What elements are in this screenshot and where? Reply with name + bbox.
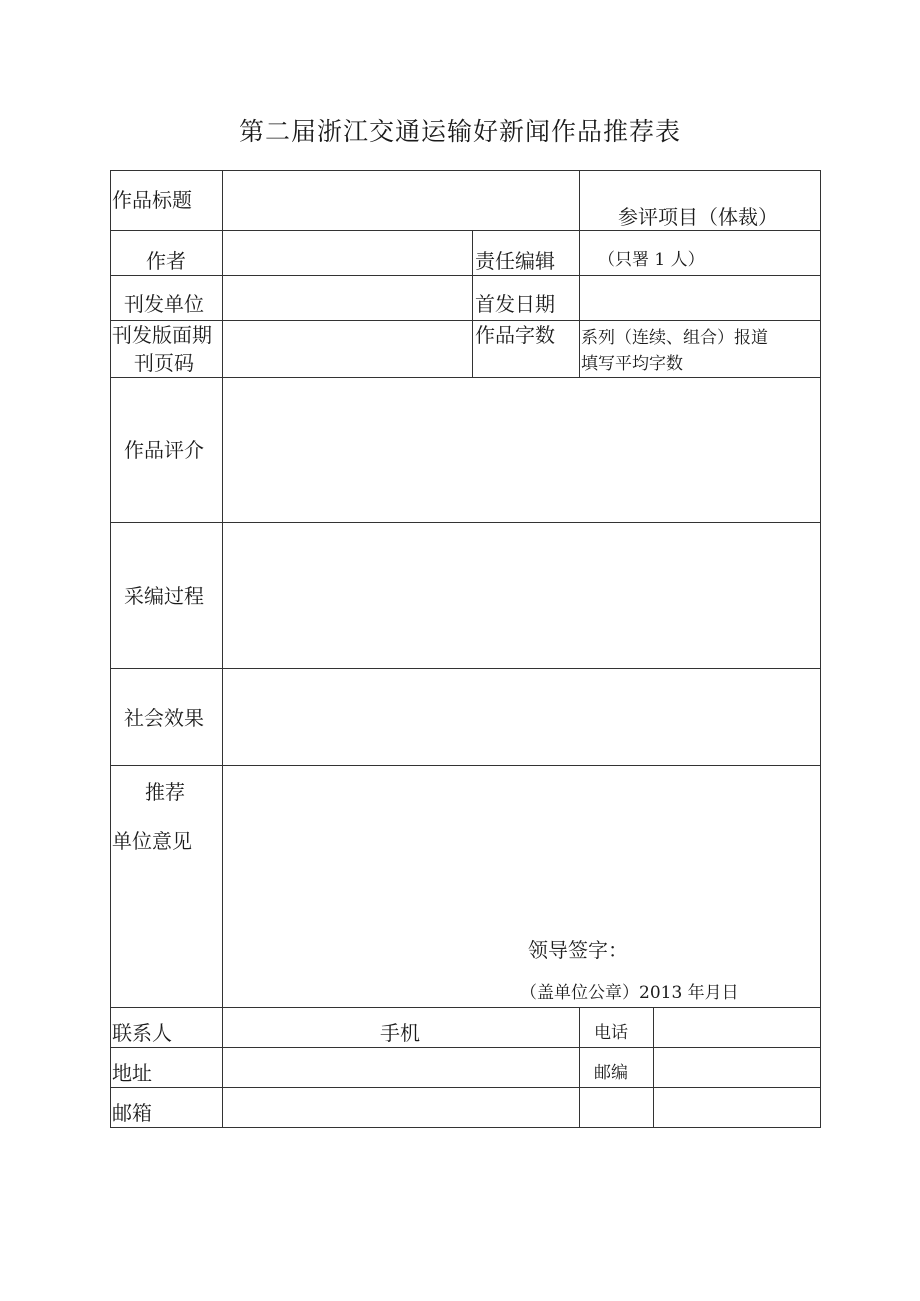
email-label: 邮箱 (112, 1101, 152, 1125)
layout-label-line2: 刊页码 (134, 351, 194, 375)
evaluation-field[interactable] (222, 377, 821, 523)
word-count-label: 作品字数 (475, 323, 555, 347)
process-label: 采编过程 (124, 584, 204, 608)
layout-label-line1: 刊发版面期 (112, 323, 212, 347)
recommend-label-line1: 推荐 (145, 780, 185, 804)
recommend-label-line2: 单位意见 (112, 829, 192, 853)
recommend-field[interactable] (222, 765, 821, 1008)
first-pub-date-label: 首发日期 (475, 292, 555, 316)
editor-note: （只署 1 人） (598, 250, 705, 270)
effect-label: 社会效果 (124, 706, 204, 730)
series-note-line1: 系列（连续、组合）报道 (581, 328, 768, 348)
address-field[interactable] (222, 1047, 580, 1088)
phone-label: 电话 (594, 1023, 628, 1043)
author-label: 作者 (146, 249, 186, 273)
author-field[interactable] (222, 230, 473, 276)
contact-label: 联系人 (112, 1021, 172, 1045)
email-field[interactable] (222, 1087, 580, 1128)
category-label: 参评项目（体裁） (618, 205, 778, 229)
address-label: 地址 (112, 1061, 152, 1085)
editor-label: 责任编辑 (475, 249, 555, 273)
publisher-label: 刊发单位 (124, 292, 204, 316)
leader-sign-label: 领导签字： (528, 938, 628, 962)
work-title-label: 作品标题 (112, 188, 192, 212)
evaluation-label: 作品评介 (124, 438, 204, 462)
seal-date-label: （盖单位公章）2013 年月日 (520, 983, 739, 1003)
page-title: 第二届浙江交通运输好新闻作品推荐表 (238, 117, 681, 146)
work-title-field[interactable] (222, 170, 580, 231)
postcode-field[interactable] (653, 1047, 821, 1088)
publisher-field[interactable] (222, 275, 473, 321)
phone-field[interactable] (653, 1007, 821, 1048)
email-extra-cell-2[interactable] (653, 1087, 821, 1128)
first-pub-date-field[interactable] (579, 275, 821, 321)
mobile-label: 手机 (380, 1021, 420, 1045)
layout-field[interactable] (222, 320, 473, 378)
effect-field[interactable] (222, 668, 821, 766)
email-extra-cell-1[interactable] (579, 1087, 654, 1128)
series-note-line2: 填写平均字数 (581, 354, 683, 374)
postcode-label: 邮编 (594, 1063, 628, 1083)
process-field[interactable] (222, 522, 821, 669)
